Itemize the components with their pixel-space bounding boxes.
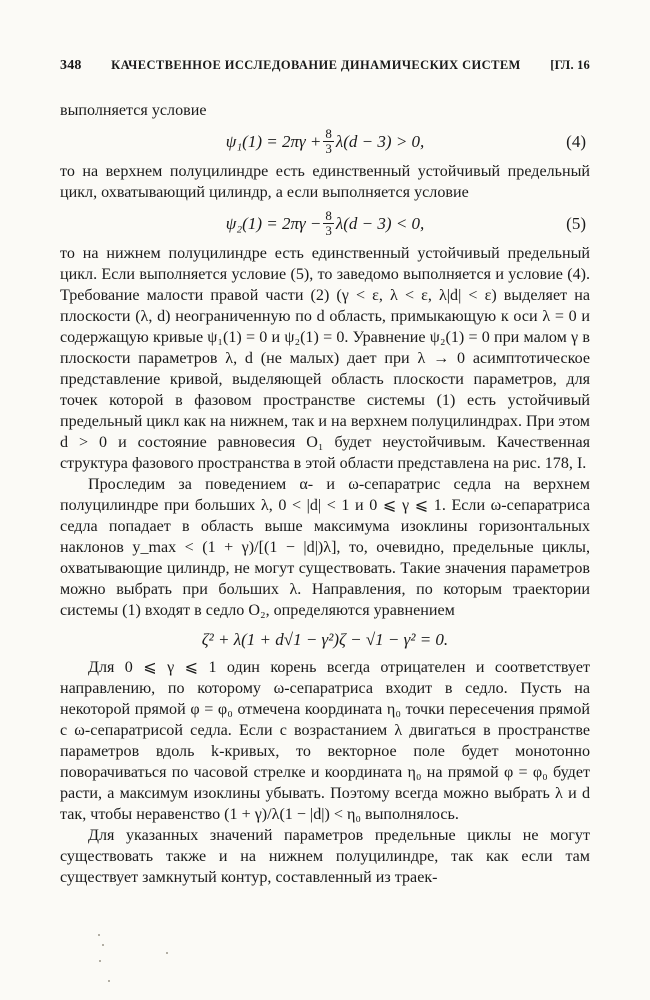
equation-5 bbox=[60, 203, 590, 243]
equation-rhs: λ(d − 3) < 0, bbox=[335, 213, 425, 233]
fraction-numerator: 8 bbox=[325, 207, 332, 223]
fraction-denominator: 3 bbox=[325, 222, 332, 238]
equation-rhs: λ(d − 3) > 0, bbox=[335, 131, 425, 151]
fraction bbox=[323, 209, 334, 238]
equation-4 bbox=[60, 121, 590, 161]
equation-lhs: ψ₁(1) = 2πγ + bbox=[225, 131, 322, 151]
page-body bbox=[60, 100, 590, 888]
chapter-label: [ГЛ. 16 bbox=[550, 58, 590, 72]
fraction-numerator: 8 bbox=[325, 125, 332, 141]
book-page bbox=[60, 58, 590, 888]
fraction bbox=[323, 127, 334, 156]
paper-speckles bbox=[96, 930, 216, 990]
equation-text: ζ² + λ(1 + d√1 − γ²)ζ − √1 − γ² = 0. bbox=[201, 629, 449, 649]
running-title: КАЧЕСТВЕННОЕ ИССЛЕДОВАНИЕ ДИНАМИЧЕСКИХ СИСТЕМ bbox=[111, 58, 521, 72]
running-header bbox=[60, 58, 590, 82]
equation-number: (5) bbox=[566, 213, 586, 233]
paragraph: то на верхнем полуцилиндре есть единственный устойчивый предельный цикл, охватывающий цилиндр, а если выполняется условие bbox=[60, 163, 590, 201]
page-number: 348 bbox=[60, 58, 82, 73]
equation-lhs: ψ₂(1) = 2πγ − bbox=[225, 213, 322, 233]
paragraph: Проследим за поведением α- и ω-сепаратрис седла на верхнем полуцилиндре при больших λ, 0 < |d| < 1 и 0 ⩽ γ ⩽ 1. Если ω-сепаратриса седла попадает в область выше максимума изоклины горизонтальных наклонов y_max < (1 + γ)/[(1 − |d|)λ], то, очевидно, предельные циклы, охватывающие цилиндр, не могут существовать. Такие значения параметров можно выбрать при больших λ. Направления, по которым траектории системы (1) входят в седло O₂, определяются уравнением bbox=[60, 476, 590, 619]
paragraph: Для указанных значений параметров предельные циклы не могут существовать также и на нижнем полуцилиндре, так как если там существует замкнутый контур, составленный из траек- bbox=[60, 827, 590, 886]
fraction-denominator: 3 bbox=[325, 140, 332, 156]
paragraph: то на нижнем полуцилиндре есть единственный устойчивый предельный цикл. Если выполняется условие (5), то заведомо выполняется и условие (4). Требование малости правой части (2) (γ < ε, λ < ε, λ|d| < ε) выделяет на плоскости (λ, d) неограниченную по d область, примыкающую к оси λ = 0 и содержащую кривые ψ₁(1) = 0 и ψ₂(1) = 0. Уравнение ψ₂(1) = 0 при малом γ в плоскости параметров λ, d (не малых) дает при λ → 0 асимптотическое представление кривой, выделяющей область плоскости параметров, для точек которой в фазовом пространстве системы (1) есть устойчивый предельный цикл как на нижнем, так и на верхнем полуцилиндрах. При этом d > 0 и состояние равновесия O₁ будет неустойчивым. Качественная структура фазового пространства в этой области представлена на рис. 178, I. bbox=[60, 245, 590, 472]
equation-number: (4) bbox=[566, 131, 586, 151]
paragraph: выполняется условие bbox=[60, 102, 207, 119]
paragraph: Для 0 ⩽ γ ⩽ 1 один корень всегда отрицателен и соответствует направлению, по которому ω-сепаратриса входит в седло. Пусть на некоторой прямой φ = φ₀ отмечена координата η₀ точки пересечения прямой с ω-сепаратрисой седла. Если с возрастанием λ двигаться в пространстве параметров вдоль k-кривых, то векторное поле будет монотонно поворачиваться по часовой стрелке и координата η₀ на прямой φ = φ₀ будет расти, а максимум изоклины убывать. Поэтому всегда можно выбрать λ и d так, чтобы неравенство (1 + γ)/λ(1 − |d|) < η₀ выполнялось. bbox=[60, 659, 590, 823]
characteristic-equation bbox=[60, 621, 590, 657]
